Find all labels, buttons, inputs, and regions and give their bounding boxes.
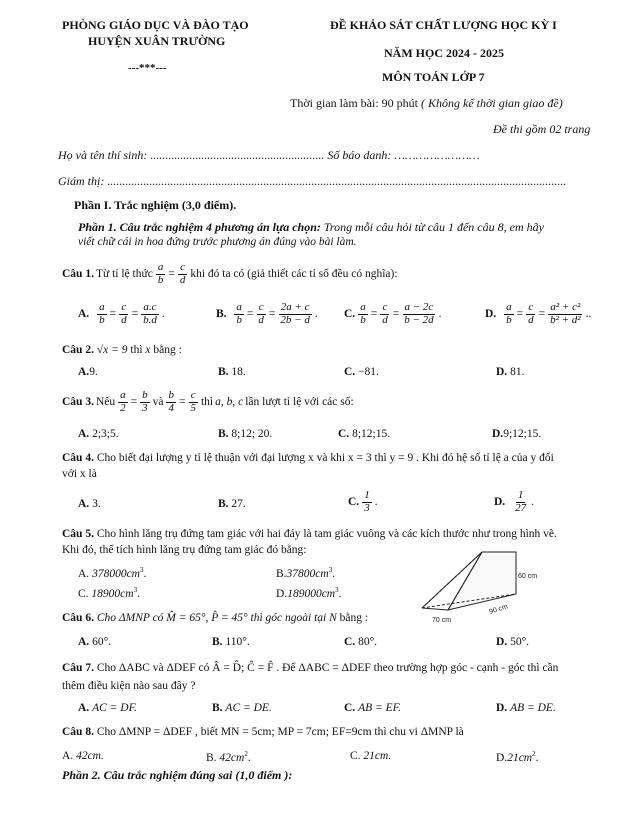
student-info-line: Họ và tên thí sinh: .......................................................... Số báo danh: …………………… bbox=[58, 148, 480, 162]
q1-option-d[interactable]: D. $\frac{a}{b}$ = $\frac{c}{d}$ = $\frac{\text{a² + c²}}{\text{b² + d²}}$ .. bbox=[485, 301, 592, 326]
q7-option-c[interactable]: C. AB = EF. bbox=[344, 702, 402, 714]
q3-option-b[interactable]: B. 8;12; 20. bbox=[218, 428, 273, 440]
q5-option-a[interactable]: A. $378000cm^3$. bbox=[78, 566, 147, 580]
time-allowed: Thời gian làm bài: 90 phút ( Không kể thời gian giao đề) bbox=[290, 96, 563, 110]
q8-option-d[interactable]: $D.21cm^2$. bbox=[496, 750, 539, 764]
fig-label-60: 60 cm bbox=[518, 573, 538, 580]
q8-option-a[interactable]: A. 42cm. bbox=[62, 750, 104, 762]
q3-option-a[interactable]: A. 2;3;5. bbox=[78, 428, 119, 440]
part1-instructions: Phần 1. Câu trắc nghiệm 4 phương án lựa chọn: Trong mỗi câu hỏi từ câu 1 đến câu 8, em hãy bbox=[78, 220, 544, 234]
q5-option-d[interactable]: $D.189000cm^3$. bbox=[276, 586, 342, 600]
q8-option-b[interactable]: B. $42cm^2$. bbox=[206, 750, 251, 764]
question-5-cont: Khi đó, thể tích hình lăng trụ đứng tam giác đó bằng: bbox=[62, 544, 307, 556]
question-7: Câu 7. Cho ΔABC và ΔDEF có Â = D̂; Ĉ = F̂ . Để ΔABC = ΔDEF theo trường hợp góc - cạnh - góc thì cần bbox=[62, 662, 559, 674]
q6-option-a[interactable]: A. 60°. bbox=[78, 636, 112, 648]
q1-option-a[interactable]: A. $\frac{a}{b}$ = $\frac{c}{d}$ = $\frac{a.c}{b.d}$ . bbox=[78, 301, 165, 326]
page-count-note: Đề thi gồm 02 trang bbox=[493, 122, 591, 136]
question-4: Câu 4. Cho biết đại lượng y tỉ lệ thuận với đại lượng x và khi x = 3 thì y = 9 . Khi đó hệ số tỉ lệ a của y đối bbox=[62, 452, 554, 464]
proctor-line: Giám thị: ......................................................................................................................................................... bbox=[58, 174, 567, 188]
question-7-cont: thêm điều kiện nào sau đây ? bbox=[62, 680, 196, 692]
q4-option-a[interactable]: A. 3. bbox=[78, 498, 101, 510]
fig-label-70: 70 cm bbox=[432, 617, 452, 624]
question-4-cont: với x là bbox=[62, 468, 97, 480]
q4-option-b[interactable]: B. 27. bbox=[218, 498, 246, 510]
q6-option-b[interactable]: B. 110°. bbox=[212, 636, 250, 648]
question-8: Câu 8. Cho ΔMNP = ΔDEF , biết MN = 5cm; MP = 7cm; EF=9cm thì chu vi ΔMNP là bbox=[62, 726, 464, 738]
part2-heading: Phần 2. Câu trắc nghiệm đúng sai (1,0 điểm ): bbox=[62, 768, 293, 782]
q7-option-a[interactable]: A. AC = DF. bbox=[78, 702, 137, 714]
q5-option-c[interactable]: C. $18900cm^3$. bbox=[78, 586, 140, 600]
q1-option-c[interactable]: C. $\frac{a}{b}$ = $\frac{c}{d}$ = $\frac{a - 2c}{b - 2d}$ . bbox=[344, 301, 442, 326]
prism-figure bbox=[420, 544, 560, 626]
header-divider: ---***--- bbox=[128, 62, 167, 74]
q2-option-b[interactable]: B. 18. bbox=[218, 366, 246, 378]
q3-option-d[interactable]: D.9;12;15. bbox=[492, 428, 542, 440]
q2-option-a[interactable]: A.9. bbox=[78, 366, 98, 378]
q2-option-d[interactable]: D. 81. bbox=[496, 366, 525, 378]
question-1: Câu 1. Từ tỉ lệ thức $\frac{a}{b}$ = $\frac{c}{d}$ khi đó ta có (giả thiết các tỉ số đều có nghĩa): bbox=[62, 261, 398, 286]
q6-option-c[interactable]: C. 80°. bbox=[344, 636, 378, 648]
q2-option-c[interactable]: C. −81. bbox=[344, 366, 379, 378]
question-6: Câu 6. Cho ΔMNP có M̂ = 65°, P̂ = 45° thì góc ngoài tại N bằng : bbox=[62, 612, 369, 624]
q8-option-c[interactable]: C. 21cm. bbox=[350, 750, 392, 762]
question-3: Câu 3. Nếu $\frac{a}{2}$ = $\frac{b}{3}$ và $\frac{b}{4}$ = $\frac{c}{5}$ thì a, b, c lần lượt tỉ lệ với các số: bbox=[62, 389, 354, 414]
q6-option-d[interactable]: D. 50°. bbox=[496, 636, 530, 648]
q3-option-c[interactable]: C. 8;12;15. bbox=[338, 428, 391, 440]
q4-option-c[interactable]: C. $\frac{1}{3}$ . bbox=[348, 489, 378, 514]
exam-title: ĐỀ KHẢO SÁT CHẤT LƯỢNG HỌC KỲ I bbox=[330, 18, 557, 32]
question-2: Câu 2. √x = 9 thì x bằng : bbox=[62, 344, 182, 356]
school-office: PHÒNG GIÁO DỤC VÀ ĐÀO TẠO bbox=[62, 18, 249, 32]
q1-option-b[interactable]: B. $\frac{a}{b}$ = $\frac{c}{d}$ = $\frac{2a + c}{2b - d}$ . bbox=[216, 301, 318, 326]
q7-option-b[interactable]: B. AC = DE. bbox=[212, 702, 272, 714]
subject-grade: MÔN TOÁN LỚP 7 bbox=[382, 70, 485, 84]
fig-label-90: 90 cm bbox=[488, 603, 509, 616]
part1-instructions-cont: viết chữ cái in hoa đứng trước phương án đúng vào bài làm. bbox=[78, 236, 357, 248]
school-year: NĂM HỌC 2024 - 2025 bbox=[384, 46, 504, 60]
district-name: HUYỆN XUÂN TRƯỜNG bbox=[88, 34, 226, 48]
question-5: Câu 5. Cho hình lăng trụ đứng tam giác với hai đáy là tam giác vuông và các kích thước như trong hình vẽ. bbox=[62, 528, 557, 540]
q7-option-d[interactable]: D. AB = DE. bbox=[496, 702, 556, 714]
part1-heading: Phần I. Trắc nghiệm (3,0 điểm). bbox=[74, 198, 237, 212]
q4-option-d[interactable]: D. $\frac{1}{27}$ . bbox=[494, 489, 534, 514]
q5-option-b[interactable]: $B.37800cm^3$. bbox=[276, 566, 336, 580]
